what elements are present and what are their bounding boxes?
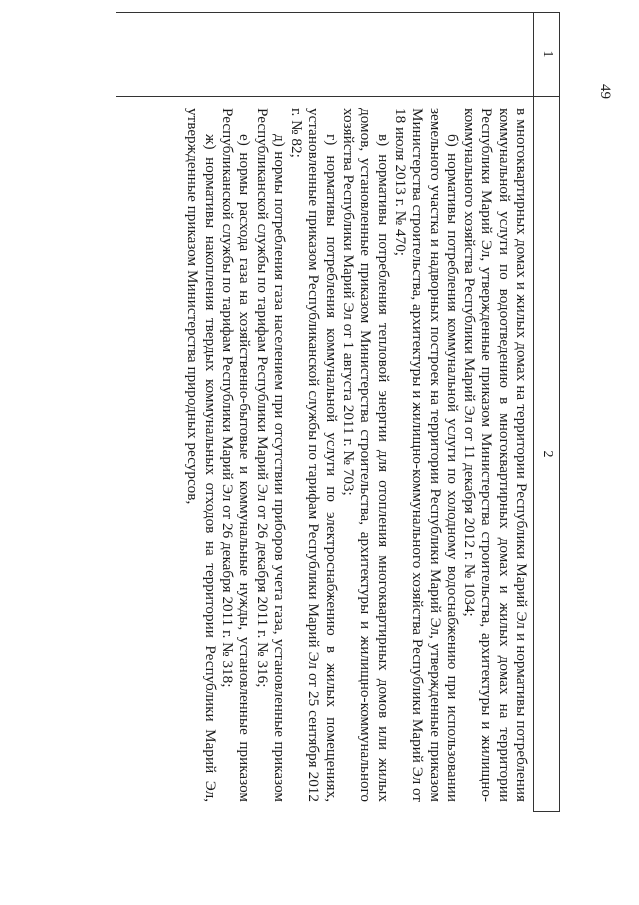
list-item-zh: ж) нормативы накопления твердых коммунальных отходов на территории Республики Марий Эл, утвержденные приказом Министерства природных ресурсов, [184,108,219,802]
paragraph-continuation: в многоквартирных домах и жилых домах на территории Республики Марий Эл и нормативы потребления коммунальной услуги по водоотведению в многоквартирных домах и жилых домах на территории Республики Марий Эл, утвержденные приказом Министерства строительства, архитектуры и жилищно-коммунального хозяйства Республики Марий Эл от 11 декабря 2012 г. № 1034; [461,108,530,802]
document-sheet [116,12,560,812]
list-item-v: в) нормативы потребления тепловой энергии для отопления многоквартирных домов или жилых домов, установленные приказом Министерства строительства, архитектуры и жилищно-коммунального хозяйства Республики Марий Эл от 1 августа 2011 г. № 703; [340,108,392,802]
list-item-b: б) нормативы потребления коммунальной услуги по холодному водоснабжению при использовании земельного участка и надворных построек на территории Республики Марий Эл, утвержденные приказом Министерства строительства, архитектуры и жилищно-коммунального хозяйства Республики Марий Эл от 18 июля 2013 г. № 470; [391,108,461,802]
list-item-d: д) нормы потребления газа населением при отсутствии приборов учета газа, установленные приказом Республиканской службы по тарифам Республики Марий Эл от 26 декабря 2011 г. № 316; [253,108,288,802]
document-body [184,108,530,802]
page-number: 49 [597,84,613,99]
column-header-1: 1 [540,50,555,58]
list-item-g: г) нормативы потребления коммунальной услуги по электроснабжению в жилых помещениях, установленные приказом Республиканской службы по тарифам Республики Марий Эл от 25 сентября 2012 г. № 82; [288,108,340,802]
column-header-2: 2 [540,450,555,458]
list-item-e: е) нормы расхода газа на хозяйственно-бытовые и коммунальные нужды, установленные приказом Республиканской службы по тарифам Республики Марий Эл от 26 декабря 2011 г. № 318; [218,108,254,802]
